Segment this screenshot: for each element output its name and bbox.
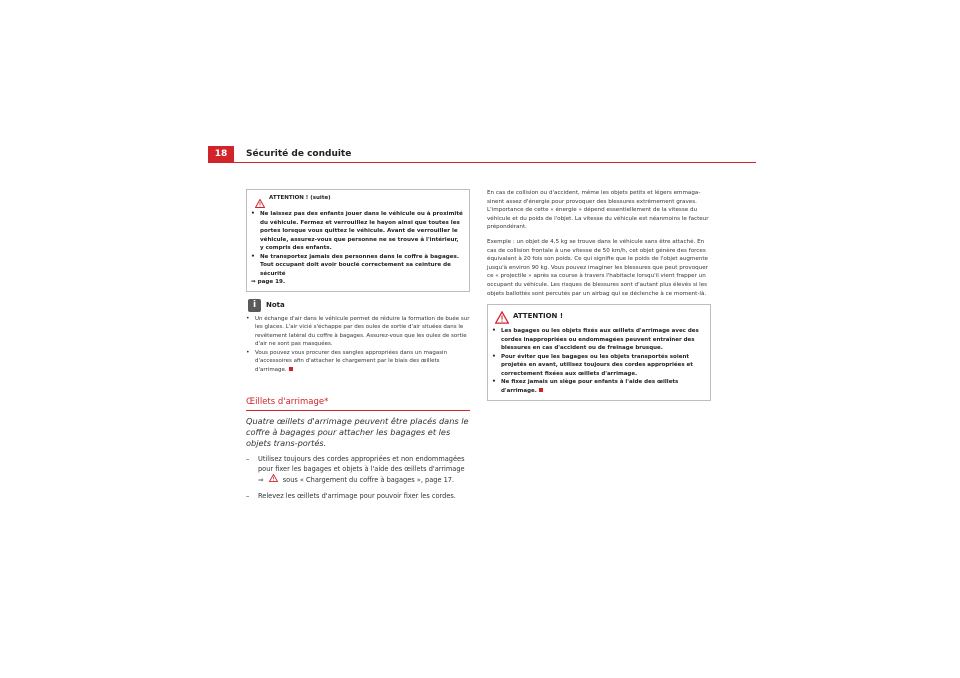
attention-bullet-text: Pour éviter que les bagages ou les objets transportés soient projetés en avant, utilisez toujours des cordes appropriées et correctement fixées aux œillets d'arrimage. bbox=[501, 353, 693, 377]
bullet-icon: • bbox=[492, 378, 496, 386]
note-header bbox=[246, 299, 470, 312]
attention-bullet bbox=[492, 378, 705, 395]
warning-triangle-icon bbox=[269, 474, 278, 486]
warning-bullet-text: Ne transportez jamais des personnes dans le coffre à bagages. Tout occupant doit avoir bouclé correctement sa ceinture de sécurité bbox=[260, 253, 459, 277]
section-divider bbox=[246, 410, 470, 411]
note-bullet bbox=[246, 349, 470, 375]
bullet-icon: • bbox=[251, 210, 255, 217]
attention-label: ATTENTION ! bbox=[513, 312, 564, 321]
paragraph: En cas de collision ou d'accident, même les objets petits et légers emmaga-sinent assez d'énergie pour provoquer des blessures extrêmement graves. L'importance de cette « énergie » dépend essentiellement de la vitesse du véhicule et du poids de l'objet. La vitesse du véhicule est néanmoins le facteur prépondérant. bbox=[487, 190, 709, 231]
warning-label: ATTENTION ! (suite) bbox=[269, 195, 331, 201]
header-divider bbox=[208, 162, 756, 163]
note-bullet-text: Vous pouvez vous procurer des sangles appropriées dans un magasin d'accessoires afin d'attacher le chargement par le biais des œillets d'arrimage. bbox=[255, 349, 448, 373]
right-column bbox=[487, 189, 711, 401]
bullet-icon: • bbox=[246, 314, 250, 322]
bullet-icon: • bbox=[492, 327, 496, 335]
note-bullet-text: Un échange d'air dans le véhicule permet de réduire la formation de buée sur les glaces. L'air vicié s'échappe par des oules de sortie d'air situées dans le revêtement latéral du coffre à bagages. Assurez-vous que les oules de sortie d'air ne sont pas masquées. bbox=[255, 315, 470, 347]
bullet-icon: • bbox=[251, 252, 255, 260]
attention-bullet-text: Les bagages ou les objets fixés aux œillets d'arrimage avec des cordes inappropriées ou endommagées peuvent entraîner des blessures en cas d'accident ou de freinage brusque. bbox=[501, 328, 699, 352]
section-title: Œillets d'arrimage* bbox=[246, 397, 329, 407]
attention-bullet-text: Ne fixez jamais un siège pour enfants à l'aide des œillets d'arrimage. bbox=[501, 379, 679, 394]
bullet-icon: • bbox=[492, 352, 496, 360]
attention-bullet bbox=[492, 327, 705, 353]
page-header-title: Sécurité de conduite bbox=[246, 149, 352, 159]
attention-box bbox=[487, 304, 711, 401]
page-number: 18 bbox=[208, 146, 234, 163]
step-dash: – bbox=[246, 455, 250, 463]
attention-header bbox=[492, 308, 705, 325]
end-mark-icon bbox=[289, 367, 293, 371]
attention-bullet bbox=[492, 353, 705, 379]
note-bullet bbox=[246, 315, 470, 349]
step-text-continued: sous « Chargement du coffre à bagages », page 17. bbox=[282, 476, 455, 484]
warning-triangle-icon bbox=[255, 193, 265, 212]
section-intro: Quatre œillets d'arrimage peuvent être placés dans le coffre à bagages pour attacher les bagages et les objets trans-portés. bbox=[246, 416, 469, 448]
warning-bullet bbox=[251, 253, 464, 279]
warning-bullet bbox=[251, 210, 464, 253]
step-dash: – bbox=[246, 491, 250, 500]
warning-triangle-icon bbox=[495, 309, 509, 328]
warning-bullet-text: Ne laissez pas des enfants jouer dans le véhicule ou à proximité du véhicule. Fermez et verrouillez le hayon ainsi que toutes les portes lorsque vous quittez le véhicule. Avant de verrouiller le véhicule, assurez-vous que personne ne se trouve à l'intérieur, y compris des enfants. bbox=[260, 211, 463, 251]
bullet-icon: • bbox=[246, 348, 250, 356]
step-text: Relevez les œillets d'arrimage pour pouvoir fixer les cordes. bbox=[258, 491, 456, 500]
info-icon: i bbox=[248, 299, 261, 312]
note-title: Nota bbox=[266, 301, 285, 309]
instruction-step bbox=[246, 492, 470, 502]
paragraph: Exemple : un objet de 4,5 kg se trouve dans le véhicule sans être attaché. En cas de collision frontale à une vitesse de 50 km/h, cet objet génère des forces équivalant à 20 fois son poids. Ce qui signifie que le poids de l'objet augmente jusqu'à environ 90 kg. Vous pouvez imaginer les blessures que peut provoquer ce « projectile » après sa course à travers l'habitacle lorsqu'il vient frapper un occupant du véhicule. Les risques de blessures sont d'autant plus élevés si les objets ballottés sont percutés par un airbag qui se déclenche à ce moment-là. bbox=[487, 238, 708, 297]
warning-page-ref[interactable]: ⇒ page 19. bbox=[251, 279, 286, 285]
instruction-step bbox=[246, 455, 470, 486]
left-column bbox=[246, 189, 470, 501]
warning-header bbox=[251, 194, 464, 207]
warning-continued-box bbox=[246, 189, 470, 292]
step-text: Utilisez toujours des cordes appropriées et non endommagées pour fixer les bagages et objets à l'aide des œillets d'arrimage ⇒ bbox=[258, 455, 465, 484]
end-mark-icon bbox=[539, 388, 543, 392]
